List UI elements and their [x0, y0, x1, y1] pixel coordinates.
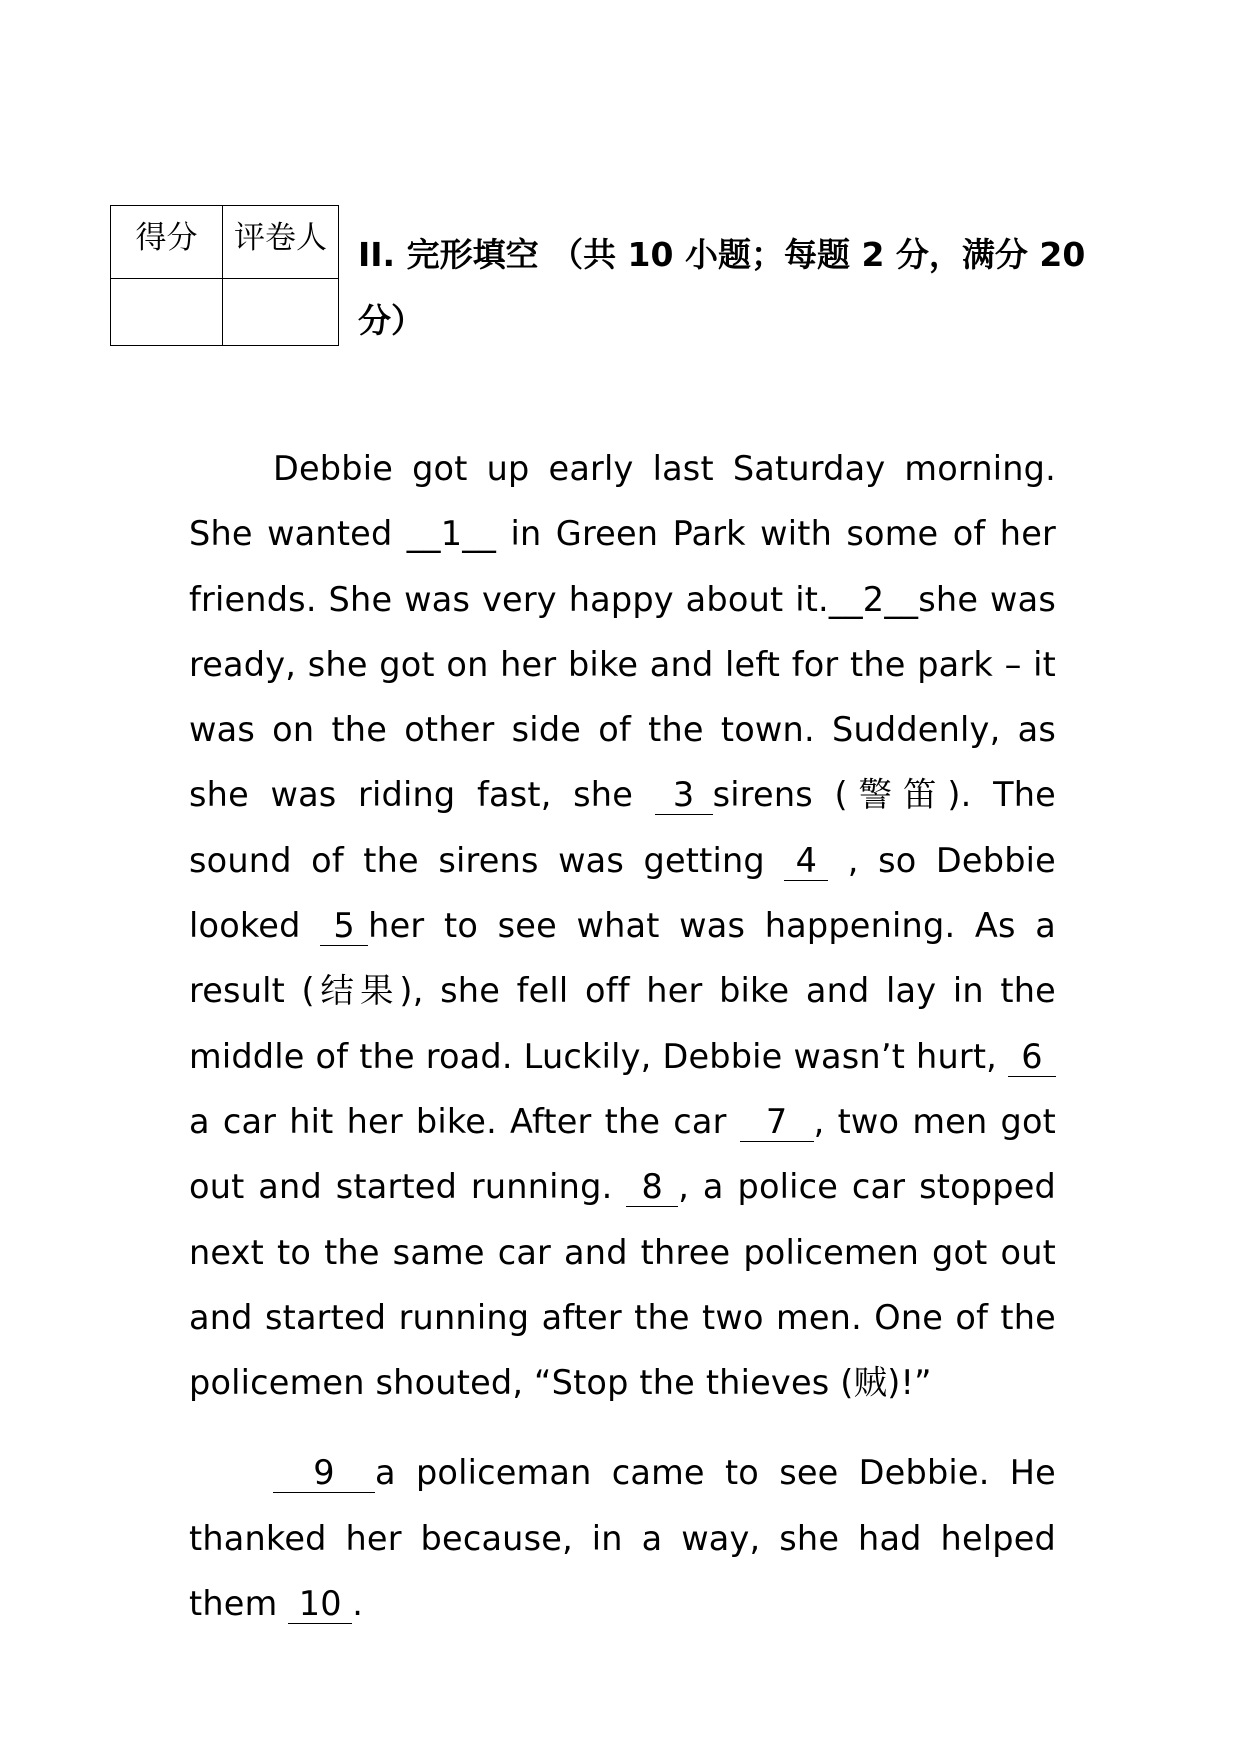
blank-4: 4 — [784, 843, 828, 881]
passage-text: a car hit her bike. After the car — [189, 1101, 740, 1141]
passage-text: a policeman came to see Debbie. He thanked her because, in a way, she had helped them — [189, 1453, 1056, 1624]
passage-text: , so Debbie looked — [189, 840, 1056, 946]
passage-text: in Green Park with some of her friends. She was very happy about it. — [189, 514, 1056, 619]
blank-3: 3 — [655, 777, 713, 815]
blank-10: 10 — [288, 1586, 352, 1624]
blank-7: 7 — [740, 1104, 814, 1142]
cloze-passage — [189, 436, 1056, 1636]
passage-text: Debbie got up early last Saturday morning. She wanted — [189, 449, 1056, 554]
score-header: 得分 — [111, 206, 223, 279]
blank-1: __1__ — [406, 514, 497, 554]
passage-text: , a police car stopped next to the same car and three policemen got out and started running after the two men. One of the policemen shouted, “Stop the thieves (贼)!” — [189, 1167, 1056, 1403]
passage-text: her to see what was happening. As a result (结果), she fell off her bike and lay in the middle of the road. Luckily, Debbie wasn’t hurt, — [189, 906, 1056, 1076]
blank-8: 8 — [626, 1169, 678, 1207]
passage-text: she was ready, she got on her bike and left for the park – it was on the other side of the town. Suddenly, as she was riding fast, she — [189, 579, 1056, 815]
score-table — [110, 205, 339, 346]
score-table-value-row — [111, 279, 339, 346]
blank-6: 6 — [1008, 1039, 1056, 1077]
paragraph-1 — [189, 436, 1056, 1415]
grader-header: 评卷人 — [223, 206, 339, 279]
blank-5: 5 — [320, 908, 368, 946]
blank-2: __2__ — [828, 579, 919, 619]
passage-text: sirens (警笛). The sound of the sirens was getting — [189, 775, 1056, 880]
passage-text: . — [352, 1584, 364, 1624]
score-cell[interactable] — [111, 279, 223, 346]
paragraph-2 — [189, 1440, 1056, 1636]
grader-cell[interactable] — [223, 279, 339, 346]
score-table-header-row — [111, 206, 339, 279]
blank-9: 9 — [273, 1455, 375, 1493]
section-title: II. 完形填空 （共 10 小题；每题 2 分，满分 20 分） — [358, 235, 1086, 340]
passage-text: , two men got out and started running. — [189, 1101, 1056, 1207]
